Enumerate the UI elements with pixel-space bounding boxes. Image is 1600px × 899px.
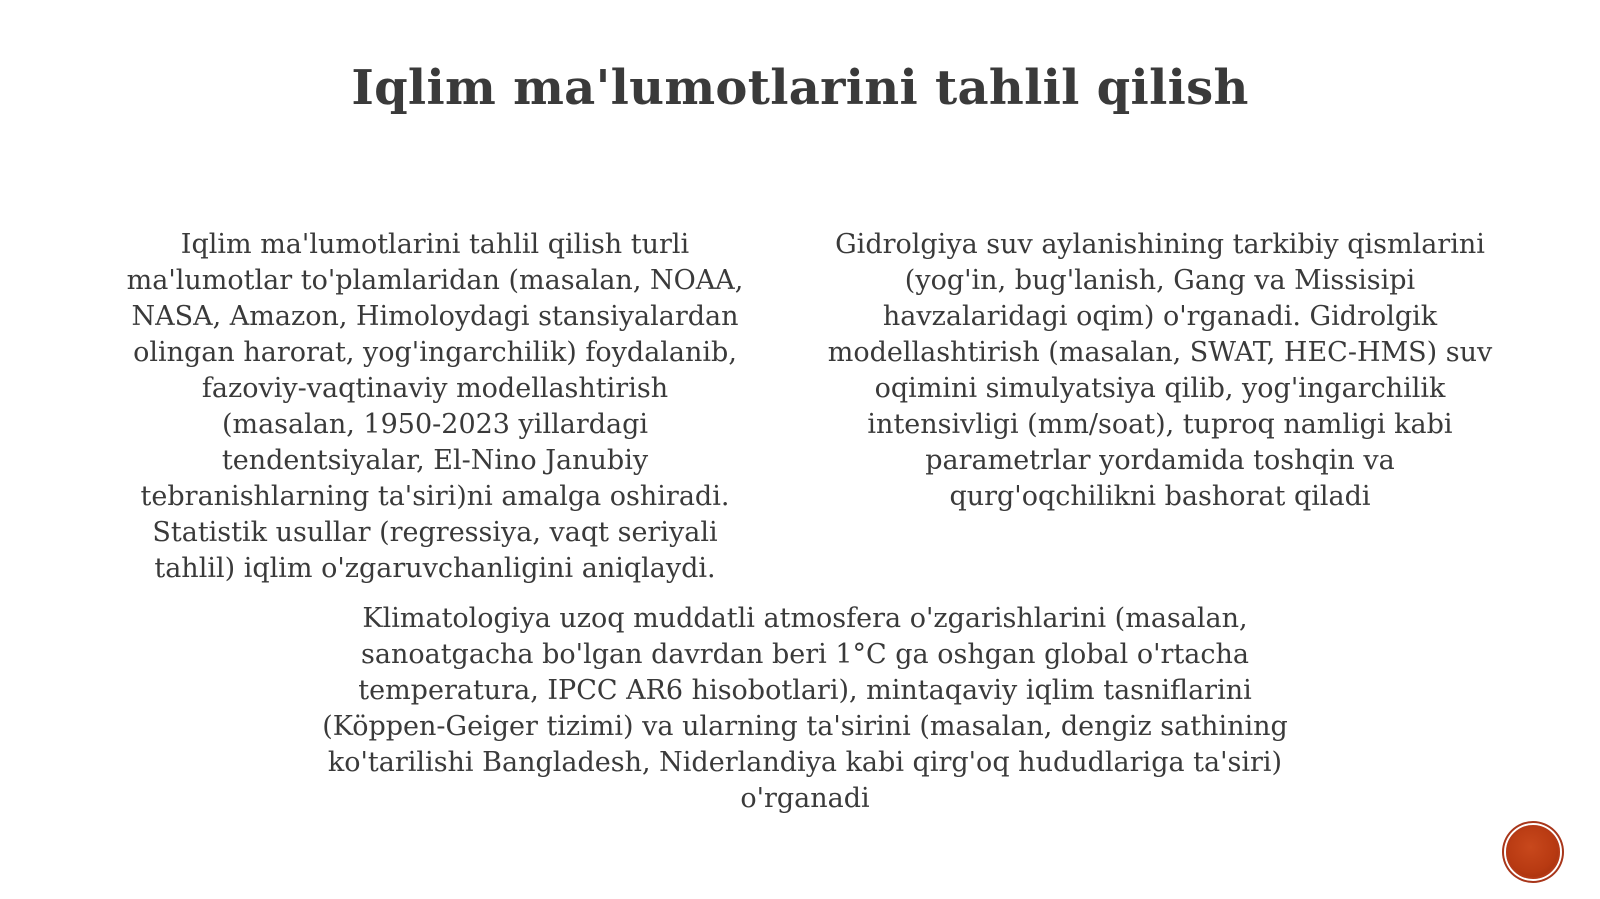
slide-title: Iqlim ma'lumotlarini tahlil qilish (351, 60, 1249, 116)
right-paragraph: Gidrolgiya suv aylanishining tarkibiy qismlarini (yog'in, bug'lanish, Gang va Missisipi havzalaridagi oqim) o'rganadi. Gidrolgik modellashtirish (masalan, SWAT, HEC-HMS) suv oqimini simulyatsiya qilib, yog'ingarchilik intensivligi (mm/soat), tuproq namligi kabi parametrlar yordamida toshqin va qurg'oqchilikni bashorat qiladi (827, 229, 1493, 512)
slide-nav-button[interactable] (1506, 825, 1560, 879)
bottom-paragraph: Klimatologiya uzoq muddatli atmosfera o'zgarishlarini (masalan, sanoatgacha bo'lgan davrdan beri 1°C ga oshgan global o'rtacha temperatura, IPCC AR6 hisobotlari), mintaqaviy iqlim tasniflarini (Köppen-Geiger tizimi) va ularning ta'sirini (masalan, dengiz sathining ko'tarilishi Bangladesh, Niderlandiya kabi qirg'oq hududlariga ta'siri) o'rganadi (322, 603, 1288, 814)
left-paragraph: Iqlim ma'lumotlarini tahlil qilish turli ma'lumotlar to'plamlaridan (masalan, NOAA, NASA, Amazon, Himoloydagi stansiyalardan olingan harorat, yog'ingarchilik) foydalanib, fazoviy-vaqtinaviy modellashtirish (masalan, 1950-2023 yillardagi tendentsiyalar, El-Nino Janubiy tebranishlarning ta'siri)ni amalga oshiradi. Statistik usullar (regressiya, vaqt seriyali tahlil) iqlim o'zgaruvchanligini aniqlaydi. (126, 229, 744, 584)
